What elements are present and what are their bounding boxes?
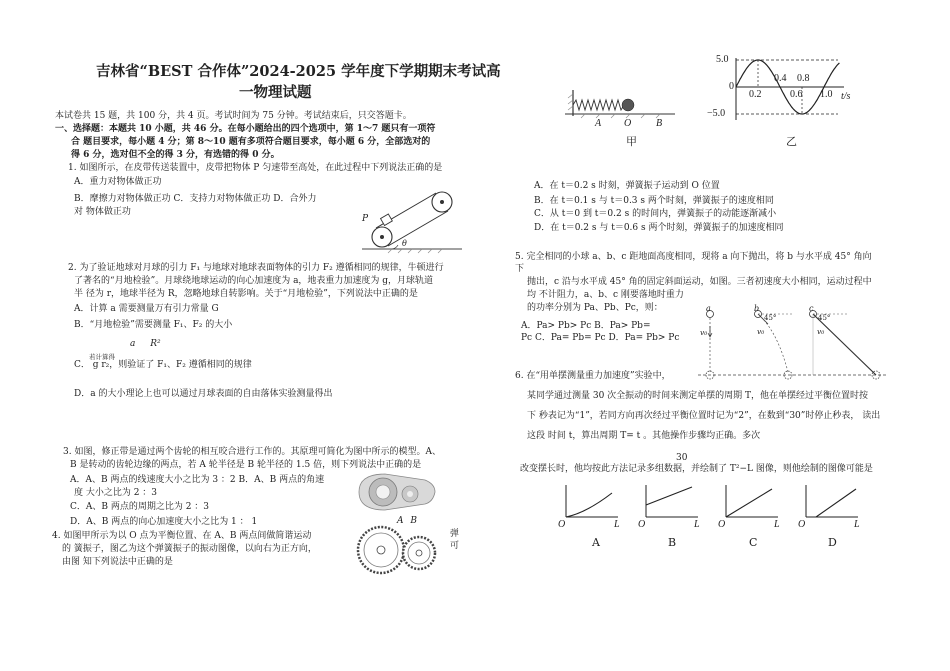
q3-correction-tape-photo	[355, 472, 437, 512]
q2-stem-3: 半 径为 r，地球半径为 R，忽略地球自转影响。关于“月地检验”，下列说法中正确的是	[74, 289, 418, 299]
q5-stem-1: 5. 完全相同的小球 a、b、c 距地面高度相同，现将 a 向下抛出，将 b 与水平成 45° 角向	[515, 252, 872, 262]
q5-options-line1: A．Pa> Pb> Pc B．Pa> Pb=	[521, 321, 651, 331]
q2-fraction-note: 若计算得	[89, 353, 115, 361]
q5-stem-1-cont: 下	[515, 264, 525, 274]
q4-stem-2: 的 簧振子，图乙为这个弹簧振子的振动图像，以向右为正方向，	[62, 544, 317, 554]
q4-fig-caption-yi: 乙	[786, 135, 797, 148]
q6-graph-b-axis: L	[694, 519, 700, 530]
q6-denominator-30: 30	[676, 453, 688, 463]
q6-graph-d-origin: O	[798, 519, 806, 530]
q5-fig-label-v0-b: v₀	[757, 327, 765, 336]
q2-stem-2: 了著名的“月地检验”。月球绕地球运动的向心加速度为 a，地表重力加速度为 g，月球轨道	[74, 276, 434, 286]
q5-stem-3: 均 不计阻力，a、b、c 刚要落地时重力	[527, 290, 684, 300]
q3-option-b-cont: 度 大小之比为 2 ：3	[74, 488, 158, 498]
q1-stem: 1. 如图所示，在皮带传送装置中，皮带把物体 P 匀速带至高处，在此过程中下列说法正确的是	[68, 163, 443, 173]
q3-fig-label-ab: A B	[397, 516, 417, 526]
q4-side-text: 弹 可	[450, 529, 460, 551]
q3-option-a: A．A、B 两点的线速度大小之比为 3 ：2 B．A、B 两点的角速	[70, 475, 325, 485]
q5-fig-label-45-b: 45°	[764, 314, 777, 322]
exam-title-line1: 吉林省“BEST 合作体”2024-2025 学年度下学期期末考试高	[96, 63, 501, 80]
q1-fig-label-theta: θ	[402, 239, 407, 248]
q4-fig-label-o: O	[624, 118, 632, 129]
exam-intro: 本试卷共 15 题，共 100 分，共 4 页。考试时间为 75 分钟。考试结束后，只交答题卡。	[55, 111, 412, 121]
q3-gear-diagram	[357, 525, 442, 575]
q2-option-d: D．a 的大小理论上也可以通过月球表面的自由落体实验测量得出	[74, 389, 333, 399]
q6-graph-c-origin: O	[718, 519, 726, 530]
q4-fig-label-b: B	[656, 118, 663, 129]
q4-option-c: C．从 t＝0 到 t＝0.2 s 的时间内，弹簧振子的动能逐渐减小	[534, 209, 777, 219]
q6-graph-label-c: C	[749, 536, 758, 549]
q6-option-graphs	[560, 483, 890, 523]
q6-stem-1: 6. 在“用单摆测量重力加速度”实验中，	[515, 371, 671, 381]
section1-instructions-3: 得 6 分，选对但不全的得 3 分，有选错的得 0 分。	[71, 150, 280, 160]
section1-instructions-2: 合 题目要求，每小题 4 分；第 8～10 题有多项符合题目要求，每小题 6 分，全部选对的	[71, 137, 431, 147]
exam-title-line2: 一物理试题	[239, 84, 312, 101]
q2-stem-1: 2. 为了验证地球对月球的引力 F₁ 与地球对地球表面物体的引力 F₂ 遵循相同的规律，牛顿进行	[68, 263, 444, 273]
q5-options-line2: Pc C．Pa= Pb= Pc D．Pa= Pb> Pc	[521, 333, 680, 343]
q5-fig-label-v0-c: v₀	[817, 327, 825, 336]
q1-option-a: A．重力对物体做正功	[74, 177, 162, 187]
q4-fig-caption-jia: 甲	[626, 135, 637, 148]
q4-x-label-0.6: 0.6	[790, 89, 803, 100]
q2-option-a: A．计算 a 需要测量万有引力常量 G	[74, 304, 219, 314]
q4-x-label-0.2: 0.2	[749, 89, 762, 100]
q1-conveyor-figure	[362, 190, 462, 250]
q5-fig-label-v0-a: v₀	[700, 328, 708, 337]
q6-graph-a-axis: L	[614, 519, 620, 530]
q6-graph-c-axis: L	[774, 519, 780, 530]
q6-graph-d-axis: L	[854, 519, 860, 530]
q4-x-label-0.8: 0.8	[797, 73, 810, 84]
q6-stem-4: 这段 时间 t，算出周期 T= t 。其他操作步骤均正确。多次	[527, 431, 761, 441]
q6-graph-label-a: A	[592, 536, 600, 549]
q5-fig-label-c: c	[809, 304, 814, 313]
q1-option-d-cont: 对 物体做正功	[74, 207, 131, 217]
q4-option-a: A．在 t＝0.2 s 时刻，弹簧振子运动到 O 位置	[534, 181, 720, 191]
q2-option-c: C． g r₂，则验证了 F₁、F₂ 遵循相同的规律	[74, 360, 252, 370]
q1-fig-label-p: P	[362, 214, 369, 224]
q5-stem-4: 的功率分别为 Pa、Pb、Pc，则：	[527, 303, 663, 313]
q4-y-label-zero: 0	[729, 81, 734, 92]
q4-y-label-bottom: −5.0	[707, 108, 726, 119]
q4-spring-oscillator-figure	[565, 90, 675, 120]
q4-x-label-1.0: 1.0	[820, 89, 833, 100]
q5-projectile-figure	[698, 302, 888, 380]
q3-stem-1: 3. 如图，修正带是通过两个齿轮的相互咬合进行工作的。其原理可简化为图中所示的模型。A、	[63, 447, 441, 457]
q6-stem-5: 改变摆长时，他均按此方法记录多组数据，并绘制了 T²−L 图像，则他绘制的图像可能是	[520, 464, 873, 474]
q6-graph-label-b: B	[668, 536, 677, 549]
q2-fraction-top: a R²	[130, 339, 161, 349]
q6-graph-a-origin: O	[558, 519, 566, 530]
section1-instructions-1: 一、选择题：本题共 10 小题，共 46 分。在每小题给出的四个选项中，第 1～7 题只有一项符	[55, 124, 436, 134]
q4-y-label-top: 5.0	[716, 54, 729, 65]
q6-graph-b-origin: O	[638, 519, 646, 530]
q5-fig-label-a: a	[706, 304, 711, 313]
q3-stem-2: B 是转动的齿轮边缘的两点，若 A 轮半径是 B 轮半径的 1.5 倍，则下列说法中正确的是	[70, 460, 422, 470]
q5-fig-label-b: b	[754, 304, 760, 313]
q4-stem-1: 4. 如图甲所示为以 O 点为平衡位置、在 A、B 两点间做简谐运动	[52, 531, 312, 541]
q4-option-d: D．在 t＝0.2 s 与 t＝0.6 s 两个时刻，弹簧振子的加速度相同	[534, 223, 784, 233]
q4-option-b: B．在 t＝0.1 s 与 t＝0.3 s 两个时刻，弹簧振子的速度相同	[534, 196, 774, 206]
q6-graph-label-d: D	[828, 536, 837, 549]
q6-stem-3: 下 秒表记为“1”，若同方向再次经过平衡位置时记为“2”，在数到“30”时停止秒表， 读出	[527, 411, 881, 421]
q5-fig-label-45-c: 45°	[818, 314, 831, 322]
q4-x-axis-unit: t/s	[841, 91, 851, 102]
q3-option-c: C．A、B 两点的周期之比为 2 ：3	[70, 502, 210, 512]
q4-x-label-0.4: 0.4	[774, 73, 787, 84]
q6-stem-2: 某同学通过测量 30 次全振动的时间来测定单摆的周期 T，他在单摆经过平衡位置时按	[527, 391, 869, 401]
q5-stem-2: 抛出，c 沿与水平成 45° 角的固定斜面运动，如图。三者初速度大小相同，运动过程中	[527, 277, 872, 287]
q2-option-b: B．“月地检验”需要测量 F₁、F₂ 的大小	[74, 320, 233, 330]
q3-option-d: D．A、B 两点的向心加速度大小之比为 1 ： 1	[70, 517, 258, 527]
q1-options-bcd: B．摩擦力对物体做正功 C．支持力对物体做正功 D．合外力	[74, 194, 317, 204]
q4-stem-3: 由图 知下列说法中正确的是	[62, 557, 173, 567]
q4-fig-label-a: A	[595, 118, 602, 129]
